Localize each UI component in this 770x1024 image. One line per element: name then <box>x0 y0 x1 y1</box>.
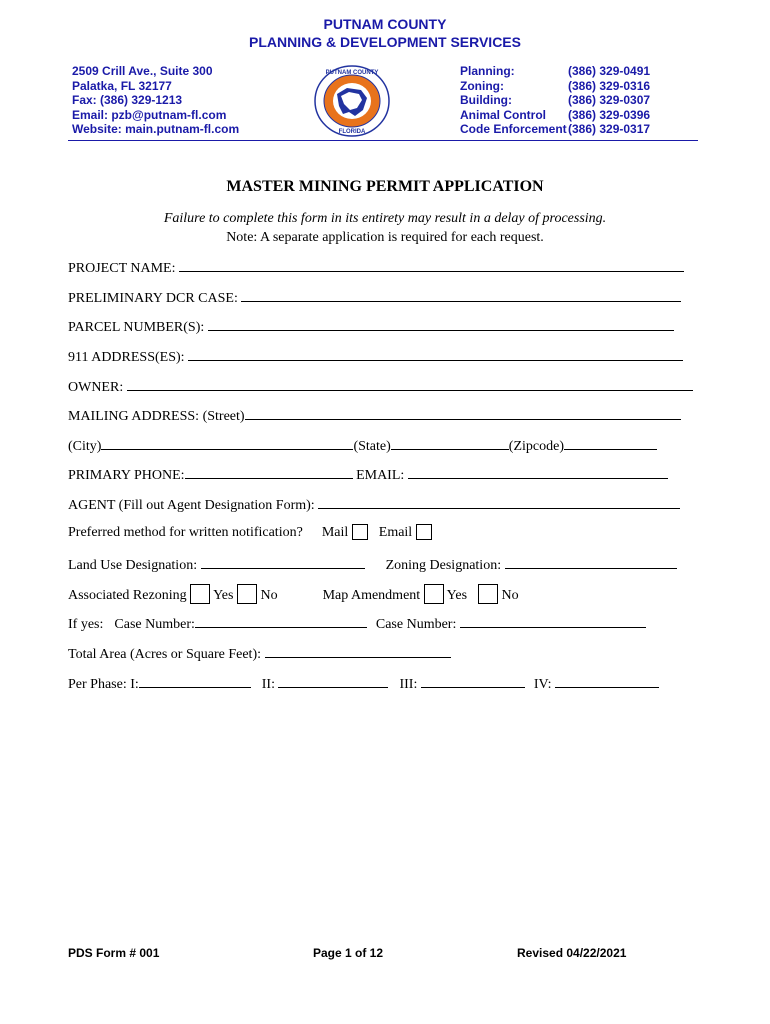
case-number-2-field[interactable] <box>460 614 646 628</box>
mailing-street-field[interactable] <box>245 406 681 420</box>
notification-mail-checkbox[interactable] <box>352 524 368 540</box>
mailing-street-row <box>68 406 681 426</box>
notification-mail-label: Mail <box>321 525 349 540</box>
notification-question: Preferred method for written notification? <box>68 525 303 540</box>
phase-iv-field[interactable] <box>555 674 659 688</box>
address-website: Website: main.putnam-fl.com <box>72 122 240 136</box>
rezoning-no-checkbox[interactable] <box>237 584 257 604</box>
department-phones <box>568 64 650 137</box>
land-use-label: Land Use Designation: <box>68 558 198 573</box>
phone-animal-control: (386) 329-0396 <box>568 107 651 122</box>
zoning-designation-label: Zoning Designation: <box>385 558 502 573</box>
phase-iv-label: IV: <box>533 677 552 692</box>
primary-phone-field[interactable] <box>185 465 353 479</box>
phase-iii-label: III: <box>399 677 418 692</box>
agent-row <box>68 495 680 515</box>
footer-page-number: Page 1 of 12 <box>313 946 384 960</box>
county-seal-icon <box>313 64 391 138</box>
address-street: 2509 Crill Ave., Suite 300 <box>72 64 213 78</box>
footer-revised-date: Revised 04/22/2021 <box>517 946 627 960</box>
notification-email-checkbox[interactable] <box>416 524 432 540</box>
agent-label: AGENT (Fill out Agent Designation Form): <box>68 498 315 513</box>
land-use-field[interactable] <box>201 555 365 569</box>
owner-label: OWNER: <box>68 380 124 395</box>
city-field[interactable] <box>101 436 353 450</box>
phone-code-enforcement: (386) 329-0317 <box>568 122 651 136</box>
agency-name-line2: PLANNING & DEVELOPMENT SERVICES <box>248 34 521 50</box>
case-number-2-label: Case Number: <box>375 617 457 632</box>
phone-building: (386) 329-0307 <box>568 93 651 107</box>
mailing-street-label: MAILING ADDRESS: (Street) <box>68 409 245 424</box>
seal-text-bottom: FLORIDA <box>338 129 366 135</box>
address-city: Palatka, FL 32177 <box>72 78 172 93</box>
parcel-numbers-row <box>68 317 674 337</box>
department-names <box>460 64 567 137</box>
dept-planning: Planning: <box>460 64 515 78</box>
owner-field[interactable] <box>127 377 693 391</box>
phase-i-label: Per Phase: I: <box>68 677 139 692</box>
associated-rezoning-label: Associated Rezoning <box>68 588 187 603</box>
dept-building: Building: <box>460 93 512 107</box>
phase-iii-field[interactable] <box>421 674 525 688</box>
state-field[interactable] <box>391 436 509 450</box>
form-title: MASTER MINING PERMIT APPLICATION <box>226 178 544 195</box>
phase-ii-field[interactable] <box>278 674 388 688</box>
project-name-row <box>68 258 684 278</box>
footer-form-number: PDS Form # 001 <box>68 946 160 960</box>
dept-zoning: Zoning: <box>460 78 504 93</box>
dept-code-enforcement: Code Enforcement <box>460 122 567 136</box>
per-phase-row <box>68 674 659 694</box>
map-amendment-yes-checkbox[interactable] <box>424 584 444 604</box>
rezoning-yes-label: Yes <box>213 588 234 603</box>
case-number-1-label: Case Number: <box>114 617 195 632</box>
form-instruction: Failure to complete this form in its entirety may result in a delay of processing. <box>163 211 607 226</box>
dept-animal-control: Animal Control <box>460 107 546 122</box>
phone-email-row <box>68 465 668 485</box>
map-amendment-yes-label: Yes <box>446 588 468 603</box>
dcr-case-field[interactable] <box>241 288 681 302</box>
total-area-label: Total Area (Acres or Square Feet): <box>68 647 261 662</box>
address-email: Email: pzb@putnam-fl.com <box>72 107 227 122</box>
state-label: (State) <box>353 439 391 454</box>
designation-row <box>68 555 677 575</box>
dcr-case-label: PRELIMINARY DCR CASE: <box>68 291 238 306</box>
phase-ii-label: II: <box>261 677 275 692</box>
phone-zoning: (386) 329-0316 <box>568 78 651 93</box>
agent-field[interactable] <box>318 495 680 509</box>
agency-name-line1: PUTNAM COUNTY <box>323 16 447 32</box>
owner-row <box>68 377 693 397</box>
rezoning-no-label: No <box>260 588 278 603</box>
phone-planning: (386) 329-0491 <box>568 64 651 78</box>
email-label: EMAIL: <box>356 468 405 483</box>
zipcode-label: (Zipcode) <box>508 439 564 454</box>
rezoning-yes-checkbox[interactable] <box>190 584 210 604</box>
header-divider <box>68 140 698 141</box>
case-number-1-field[interactable] <box>195 614 367 628</box>
if-yes-label: If yes: <box>68 617 104 632</box>
map-amendment-label: Map Amendment <box>322 588 421 603</box>
zoning-designation-field[interactable] <box>505 555 677 569</box>
form-note: Note: A separate application is required for each request. <box>226 230 544 245</box>
map-amendment-no-checkbox[interactable] <box>478 584 498 604</box>
parcel-numbers-label: PARCEL NUMBER(S): <box>68 320 205 335</box>
map-amendment-no-label: No <box>501 588 519 603</box>
agency-address-block <box>72 64 239 137</box>
phase-i-field[interactable] <box>139 674 251 688</box>
project-name-label: PROJECT NAME: <box>68 261 176 276</box>
city-label: (City) <box>68 439 102 454</box>
case-number-row <box>68 614 646 634</box>
parcel-numbers-field[interactable] <box>208 317 674 331</box>
address-911-row <box>68 347 683 367</box>
total-area-field[interactable] <box>265 644 451 658</box>
notification-email-label: Email <box>378 525 413 540</box>
address-911-label: 911 ADDRESS(ES): <box>68 350 185 365</box>
notification-row <box>68 524 432 542</box>
total-area-row <box>68 644 451 664</box>
dcr-case-row <box>68 288 681 308</box>
address-fax: Fax: (386) 329-1213 <box>72 93 183 107</box>
address-911-field[interactable] <box>188 347 683 361</box>
email-field[interactable] <box>408 465 668 479</box>
primary-phone-label: PRIMARY PHONE: <box>68 468 185 483</box>
seal-text-top: PUTNAM COUNTY <box>325 70 379 76</box>
project-name-field[interactable] <box>179 258 684 272</box>
rezoning-row <box>68 584 519 605</box>
city-state-zip-row <box>68 436 657 456</box>
zipcode-field[interactable] <box>564 436 657 450</box>
